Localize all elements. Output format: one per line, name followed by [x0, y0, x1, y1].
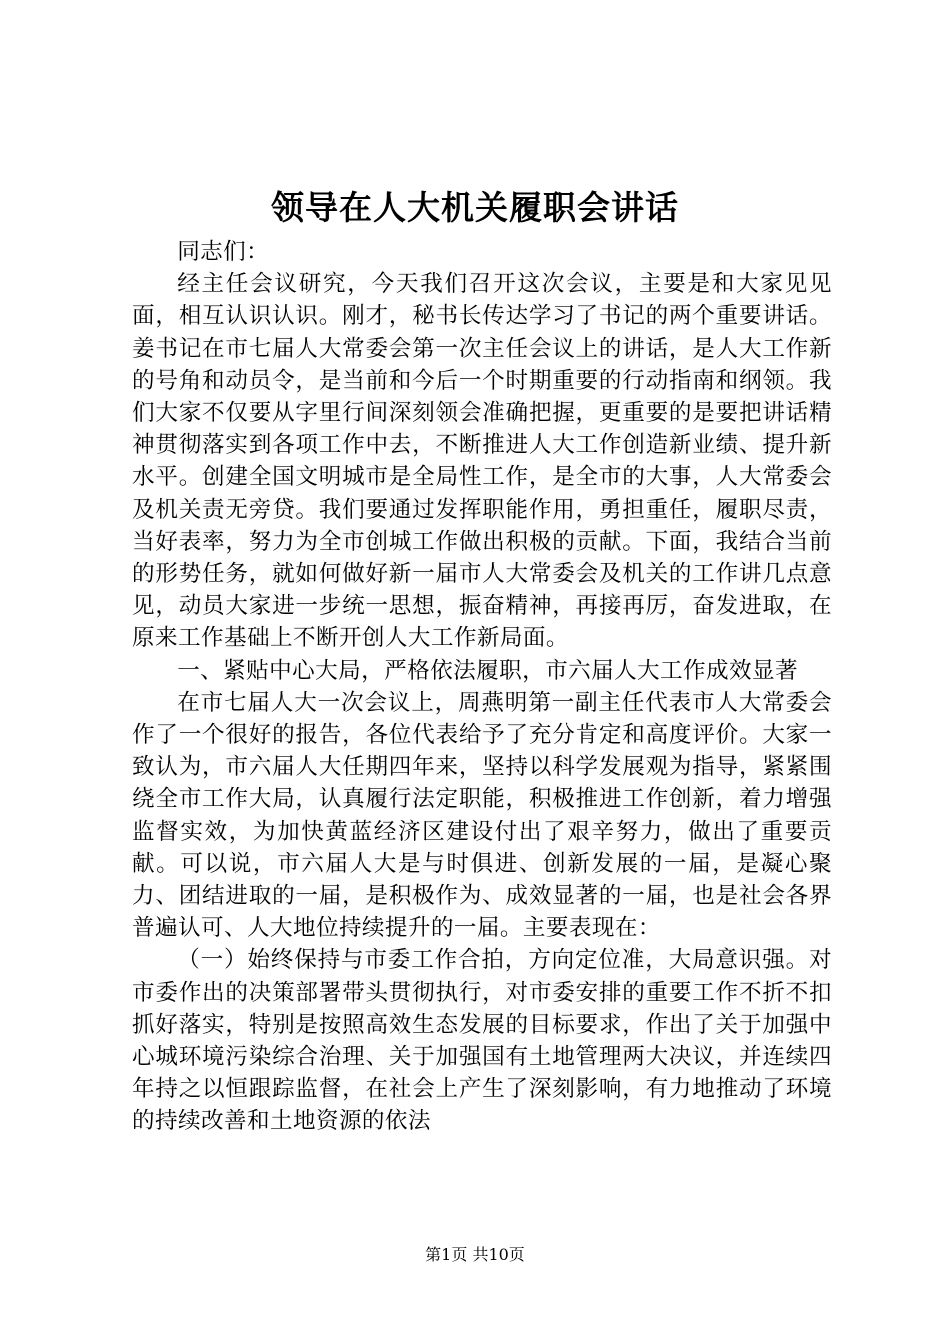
intro-paragraph: 经主任会议研究，今天我们召开这次会议，主要是和大家见见面，相互认识认识。刚才，秘书长传达学习了书记的两个重要讲话。姜书记在市七届人大常委会第一次主任会议上的讲话，是人大工作新的号角和动员令，是当前和今后一个时期重要的行动指南和纲领。我们大家不仅要从字里行间深刻领会准确把握，更重要的是要把讲话精神贯彻落实到各项工作中去，不断推进人大工作创造新业绩、提升新水平。创建全国文明城市是全局性工作，是全市的大事，人大常委会及机关责无旁贷。我们要通过发挥职能作用，勇担重任，履职尽责，当好表率，努力为全市创城工作做出积极的贡献。下面，我结合当前的形势任务，就如何做好新一届市人大常委会及机关的工作讲几点意见，动员大家进一步统一思想，振奋精神，再接再厉，奋发进取，在原来工作基础上不断开创人大工作新局面。 [132, 271, 832, 652]
section-heading: 一、紧贴中心大局，严格依法履职，市六届人大工作成效显著 [177, 657, 799, 684]
document-title: 领导在人大机关履职会讲话 [271, 188, 679, 227]
salutation-paragraph: 同志们： [177, 239, 270, 265]
body-paragraph: （一）始终保持与市委工作合拍，方向定位准，大局意识强。对市委作出的决策部署带头贯彻执行，对市委安排的重要工作不折不扣抓好落实，特别是按照高效生态发展的目标要求，作出了关于加强中心城环境污染综合治理、关于加强国有土地管理两大决议，并连续四年持之以恒跟踪监督，在社会上产生了深刻影响，有力地推动了环境的持续改善和土地资源的依法 [132, 947, 832, 1135]
page-number: 第1页 共10页 [425, 1245, 525, 1264]
body-paragraph: 在市七届人大一次会议上，周燕明第一副主任代表市人大常委会作了一个很好的报告，各位代表给予了充分肯定和高度评价。大家一致认为，市六届人大任期四年来，坚持以科学发展观为指导，紧紧围绕全市工作大局，认真履行法定职能，积极推进工作创新，着力增强监督实效，为加快黄蓝经济区建设付出了艰辛努力，做出了重要贡献。可以说，市六届人大是与时俱进、创新发展的一届，是凝心聚力、团结进取的一届，是积极作为、成效显著的一届，也是社会各界普遍认可、人大地位持续提升的一届。主要表现在： [132, 689, 832, 942]
document-body [132, 236, 832, 1138]
